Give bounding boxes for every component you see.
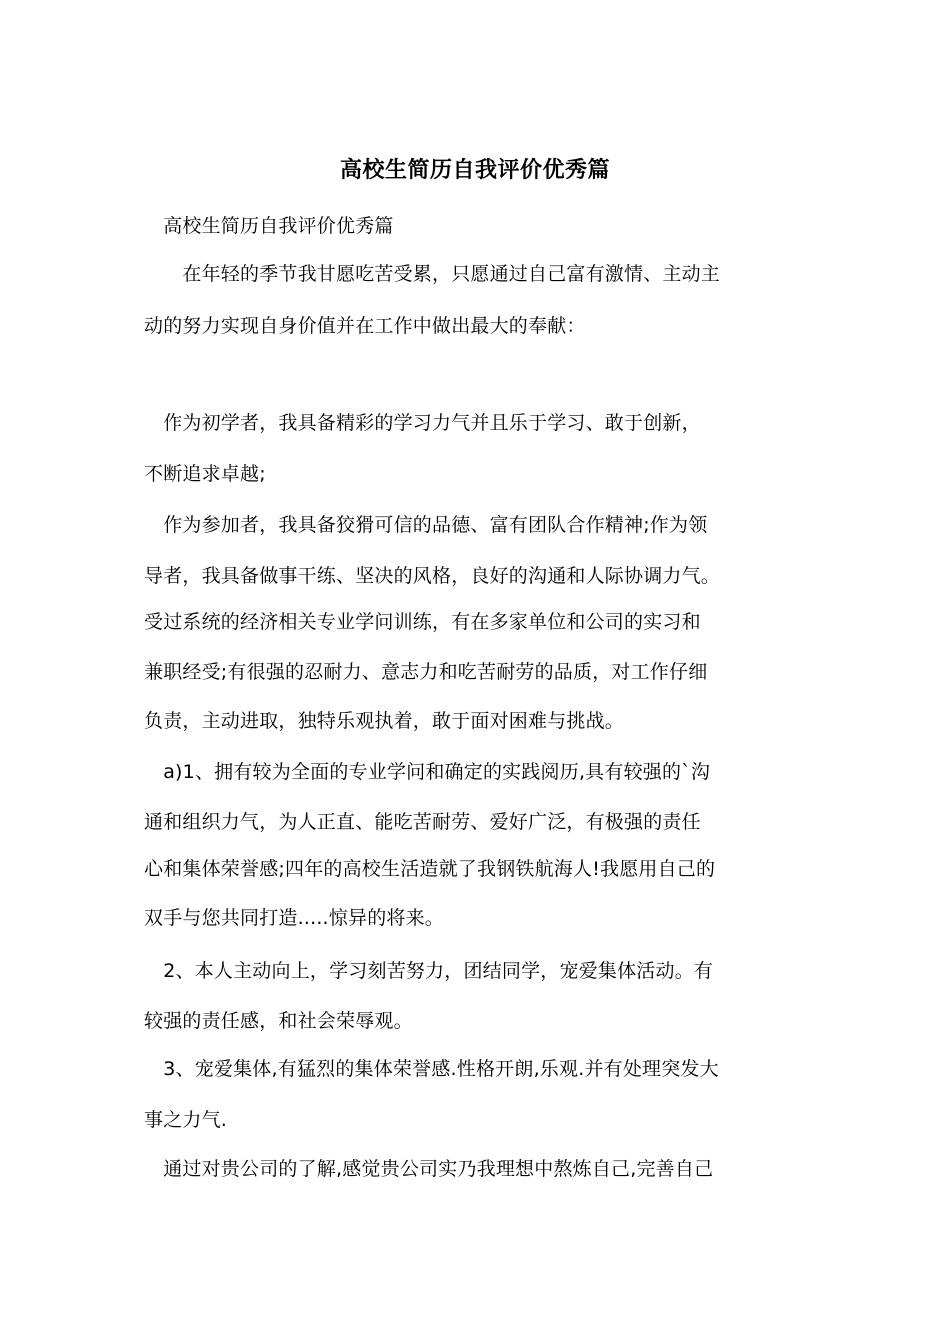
text-line: 双手与您共同打造.....惊异的将来。 bbox=[144, 907, 444, 929]
text-line: 通过对贵公司的了解,感觉贵公司实乃我理想中熬炼自己,完善自己 bbox=[144, 1158, 714, 1180]
text-line: 受过系统的经济相关专业学问训练，有在多家单位和公司的实习和 bbox=[144, 611, 701, 633]
text-line: 动的努力实现自身价值并在工作中做出最大的奉献： bbox=[144, 315, 586, 337]
text-line: 负责，主动进取，独特乐观执着，敢于面对困难与挑战。 bbox=[144, 710, 625, 732]
text-line: 较强的责任感，和社会荣辱观。 bbox=[144, 1010, 413, 1032]
text-line: 2、本人主动向上，学习刻苦努力，团结同学，宠爱集体活动。有 bbox=[144, 960, 714, 982]
text-line-subtitle: 高校生简历自我评价优秀篇 bbox=[144, 215, 394, 237]
text-line: a)1、拥有较为全面的专业学问和确定的实践阅历,具有较强的`沟 bbox=[144, 761, 711, 783]
text-line: 在年轻的季节我甘愿吃苦受累，只愿通过自己富有激情、主动主 bbox=[144, 263, 721, 285]
text-line: 3、宠爱集体,有猛烈的集体荣誉感.性格开朗,乐观.并有处理突发大 bbox=[144, 1058, 719, 1080]
document-title: 高校生简历自我评价优秀篇 bbox=[339, 157, 610, 183]
text-line: 作为初学者，我具备精彩的学习力气并且乐于学习、敢于创新， bbox=[144, 412, 701, 434]
text-line: 事之力气. bbox=[144, 1109, 228, 1131]
text-line: 作为参加者，我具备狡猾可信的品德、富有团队合作精神;作为领 bbox=[144, 514, 708, 536]
text-line: 兼职经受;有很强的忍耐力、意志力和吃苦耐劳的品质，对工作仔细 bbox=[144, 661, 708, 683]
text-line: 不断追求卓越; bbox=[144, 463, 266, 485]
text-line: 心和集体荣誉感;四年的高校生活造就了我钢铁航海人!我愿用自己的 bbox=[144, 858, 716, 880]
text-line: 导者，我具备做事干练、坚决的风格，良好的沟通和人际协调力气。 bbox=[144, 565, 721, 587]
text-line: 通和组织力气，为人正直、能吃苦耐劳、爱好广泛，有极强的责任 bbox=[144, 811, 701, 833]
